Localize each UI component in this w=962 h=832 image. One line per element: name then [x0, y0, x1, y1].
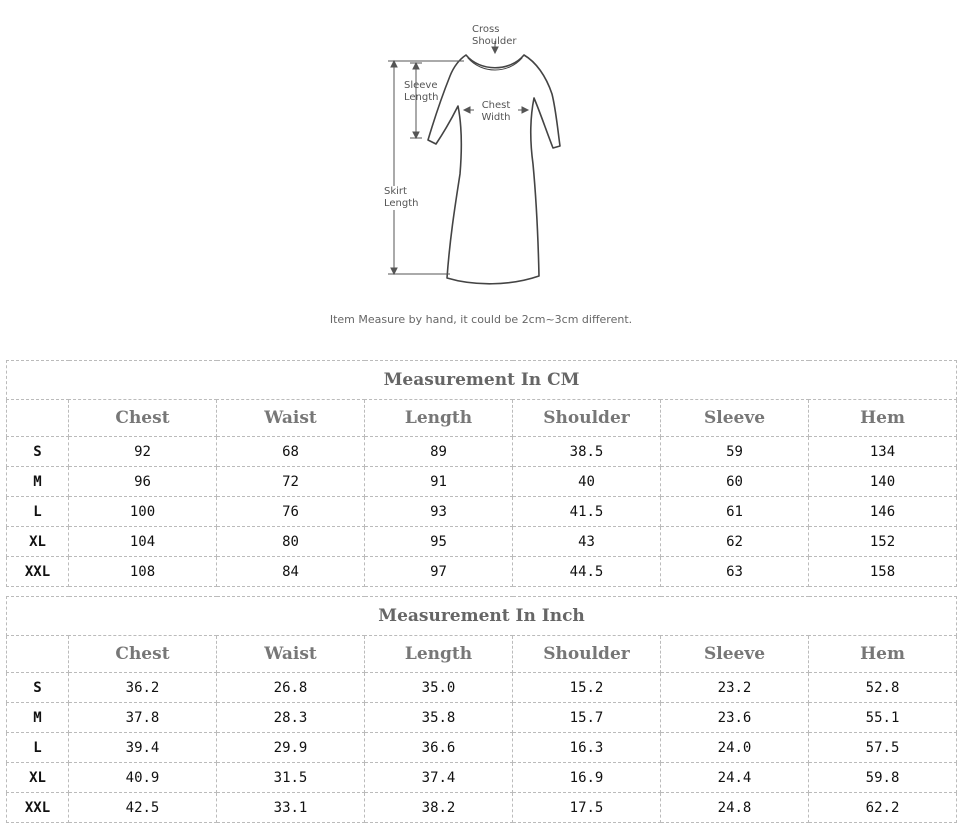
chest-cell: 104 [69, 527, 217, 557]
length-cell: 89 [365, 437, 513, 467]
sleeve-cell: 24.8 [661, 793, 809, 823]
sleeve-cell: 61 [661, 497, 809, 527]
hem-cell: 152 [809, 527, 957, 557]
shoulder-cell: 17.5 [513, 793, 661, 823]
column-header-size [7, 400, 69, 437]
length-cell: 38.2 [365, 793, 513, 823]
sleeve-cell: 23.2 [661, 673, 809, 703]
size-cell: XL [7, 527, 69, 557]
sleeve-cell: 62 [661, 527, 809, 557]
table-header-row [7, 636, 957, 673]
chest-cell: 39.4 [69, 733, 217, 763]
length-cell: 36.6 [365, 733, 513, 763]
shoulder-cell: 41.5 [513, 497, 661, 527]
shoulder-cell: 40 [513, 467, 661, 497]
shoulder-cell: 44.5 [513, 557, 661, 587]
column-header-waist: Waist [217, 400, 365, 437]
sleeve-cell: 60 [661, 467, 809, 497]
column-header-length: Length [365, 636, 513, 673]
sleeve-cell: 24.4 [661, 763, 809, 793]
chest-cell: 100 [69, 497, 217, 527]
hem-cell: 55.1 [809, 703, 957, 733]
table-title-row [7, 597, 957, 636]
table-header-row [7, 400, 957, 437]
hem-cell: 158 [809, 557, 957, 587]
column-header-waist: Waist [217, 636, 365, 673]
column-header-shoulder: Shoulder [513, 400, 661, 437]
waist-cell: 72 [217, 467, 365, 497]
size-cell: S [7, 673, 69, 703]
waist-cell: 26.8 [217, 673, 365, 703]
sleeve-cell: 24.0 [661, 733, 809, 763]
size-cell: L [7, 497, 69, 527]
length-cell: 37.4 [365, 763, 513, 793]
hem-cell: 59.8 [809, 763, 957, 793]
shoulder-cell: 15.2 [513, 673, 661, 703]
table-title-row [7, 361, 957, 400]
dress-outline-illustration [370, 14, 570, 294]
chest-cell: 96 [69, 467, 217, 497]
sleeve-cell: 63 [661, 557, 809, 587]
size-cell: L [7, 733, 69, 763]
shoulder-cell: 15.7 [513, 703, 661, 733]
length-cell: 97 [365, 557, 513, 587]
table-row [7, 733, 957, 763]
hem-cell: 62.2 [809, 793, 957, 823]
shoulder-cell: 16.9 [513, 763, 661, 793]
table-row [7, 497, 957, 527]
column-header-length: Length [365, 400, 513, 437]
length-cell: 93 [365, 497, 513, 527]
length-cell: 91 [365, 467, 513, 497]
size-cell: XL [7, 763, 69, 793]
table-row [7, 793, 957, 823]
measurement-note: Item Measure by hand, it could be 2cm~3cm different. [329, 313, 633, 326]
column-header-sleeve: Sleeve [661, 636, 809, 673]
waist-cell: 84 [217, 557, 365, 587]
hem-cell: 52.8 [809, 673, 957, 703]
table-row [7, 437, 957, 467]
column-header-sleeve: Sleeve [661, 400, 809, 437]
table-row [7, 467, 957, 497]
column-header-chest: Chest [69, 636, 217, 673]
chest-width-label: Chest Width [481, 100, 511, 123]
chest-cell: 40.9 [69, 763, 217, 793]
size-table-inch [6, 596, 957, 823]
column-header-shoulder: Shoulder [513, 636, 661, 673]
dress-measurement-diagram [370, 14, 570, 294]
size-cell: XXL [7, 557, 69, 587]
size-cell: M [7, 467, 69, 497]
size-cell: S [7, 437, 69, 467]
chest-cell: 36.2 [69, 673, 217, 703]
shoulder-cell: 16.3 [513, 733, 661, 763]
hem-cell: 146 [809, 497, 957, 527]
chest-cell: 42.5 [69, 793, 217, 823]
length-cell: 35.8 [365, 703, 513, 733]
waist-cell: 29.9 [217, 733, 365, 763]
waist-cell: 33.1 [217, 793, 365, 823]
length-cell: 35.0 [365, 673, 513, 703]
table-row [7, 557, 957, 587]
table-row [7, 527, 957, 557]
size-table-cm [6, 360, 957, 587]
column-header-chest: Chest [69, 400, 217, 437]
chest-cell: 108 [69, 557, 217, 587]
cross-shoulder-label: Cross Shoulder [472, 24, 517, 47]
hem-cell: 140 [809, 467, 957, 497]
sleeve-length-label: Sleeve Length [404, 80, 439, 103]
skirt-length-label: Skirt Length [384, 186, 419, 209]
hem-cell: 134 [809, 437, 957, 467]
size-cell: XXL [7, 793, 69, 823]
waist-cell: 31.5 [217, 763, 365, 793]
sleeve-cell: 59 [661, 437, 809, 467]
table-row [7, 703, 957, 733]
waist-cell: 28.3 [217, 703, 365, 733]
column-header-size [7, 636, 69, 673]
column-header-hem: Hem [809, 400, 957, 437]
chest-cell: 92 [69, 437, 217, 467]
shoulder-cell: 38.5 [513, 437, 661, 467]
hem-cell: 57.5 [809, 733, 957, 763]
waist-cell: 68 [217, 437, 365, 467]
column-header-hem: Hem [809, 636, 957, 673]
table-title: Measurement In CM [7, 361, 957, 400]
shoulder-cell: 43 [513, 527, 661, 557]
waist-cell: 76 [217, 497, 365, 527]
chest-cell: 37.8 [69, 703, 217, 733]
length-cell: 95 [365, 527, 513, 557]
sleeve-cell: 23.6 [661, 703, 809, 733]
waist-cell: 80 [217, 527, 365, 557]
table-row [7, 673, 957, 703]
table-row [7, 763, 957, 793]
size-cell: M [7, 703, 69, 733]
table-title: Measurement In Inch [7, 597, 957, 636]
